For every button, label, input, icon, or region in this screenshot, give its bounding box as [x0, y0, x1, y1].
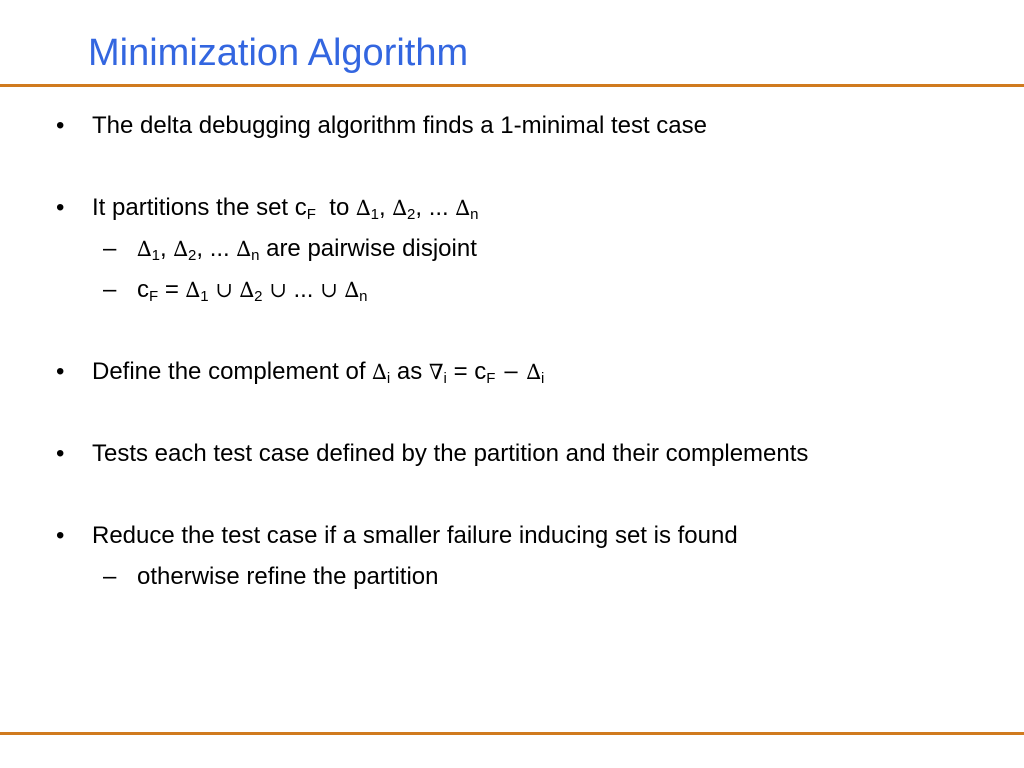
footer-rule: [0, 732, 1024, 735]
bullet-4-text: Tests each test case defined by the partition and their complements: [92, 440, 809, 467]
bullet-marker: •: [56, 440, 65, 467]
subscript-1: 1: [151, 247, 161, 264]
subscript-i: i: [386, 370, 391, 387]
dash-marker: –: [103, 276, 117, 303]
union-symbol: ∪: [320, 278, 338, 302]
ellipsis: ...: [209, 235, 230, 262]
subscript-F: F: [306, 206, 316, 223]
delta-symbol: ∆: [239, 278, 255, 302]
comma: ,: [415, 194, 423, 221]
comma: ,: [379, 194, 386, 221]
comma: ,: [160, 235, 167, 262]
ellipsis: ...: [428, 194, 449, 221]
slide-title: Minimization Algorithm: [88, 32, 469, 74]
title-rule: [0, 84, 1024, 87]
delta-symbol: ∆: [526, 360, 542, 384]
union-symbol: ∪: [215, 278, 233, 302]
bullet-3-text: [92, 357, 544, 387]
subscript-i: i: [443, 370, 447, 387]
subscript-2: 2: [407, 206, 416, 223]
subscript-n: n: [359, 288, 368, 305]
delta-symbol: ∆: [173, 237, 189, 261]
bullet-3-as: as: [396, 358, 423, 385]
bullet-1-text: The delta debugging algorithm finds a 1-minimal test case: [92, 112, 707, 139]
subscript-n: n: [470, 206, 479, 223]
delta-symbol: ∆: [392, 196, 408, 220]
c-symbol: c: [137, 276, 149, 303]
bullet-2-sub-2-text: [137, 275, 367, 305]
bullet-2-sub-1-suffix: are pairwise disjoint: [266, 235, 477, 262]
subscript-i: i: [541, 370, 545, 387]
delta-symbol: ∆: [344, 278, 360, 302]
bullet-2-prefix: It partitions the set c: [92, 194, 307, 221]
bullet-2-text: [92, 193, 478, 223]
dash-marker: –: [103, 235, 117, 262]
delta-symbol: ∆: [455, 196, 471, 220]
bullet-marker: •: [56, 522, 65, 549]
subscript-F: F: [149, 288, 159, 305]
subscript-F: F: [486, 370, 496, 387]
comma: ,: [196, 235, 204, 262]
delta-symbol: ∆: [236, 237, 252, 261]
bullet-3-prefix: Define the complement of: [92, 358, 366, 385]
bullet-marker: •: [56, 358, 65, 385]
subscript-n: n: [251, 247, 260, 264]
bullet-5-text: Reduce the test case if a smaller failure inducing set is found: [92, 522, 738, 549]
delta-symbol: ∆: [372, 360, 387, 384]
bullet-marker: •: [56, 112, 65, 139]
subscript-2: 2: [254, 288, 263, 305]
ellipsis: ...: [293, 276, 314, 303]
nabla-symbol: ∇: [428, 360, 444, 384]
subscript-2: 2: [188, 247, 197, 264]
subscript-1: 1: [200, 288, 209, 305]
bullet-marker: •: [56, 194, 65, 221]
bullet-2-to: to: [329, 194, 350, 221]
dash-marker: –: [103, 563, 117, 590]
equals-sign: =: [164, 276, 179, 303]
bullet-5-sub-1-text: otherwise refine the partition: [137, 563, 439, 590]
delta-symbol: ∆: [185, 278, 201, 302]
subscript-1: 1: [370, 206, 379, 223]
bullet-2-sub-1-text: [137, 234, 477, 264]
union-symbol: ∪: [269, 278, 287, 302]
bullet-3-equals: = c: [453, 358, 487, 385]
minus-symbol: −: [502, 360, 520, 384]
delta-symbol: ∆: [355, 196, 371, 220]
delta-symbol: ∆: [137, 237, 152, 261]
